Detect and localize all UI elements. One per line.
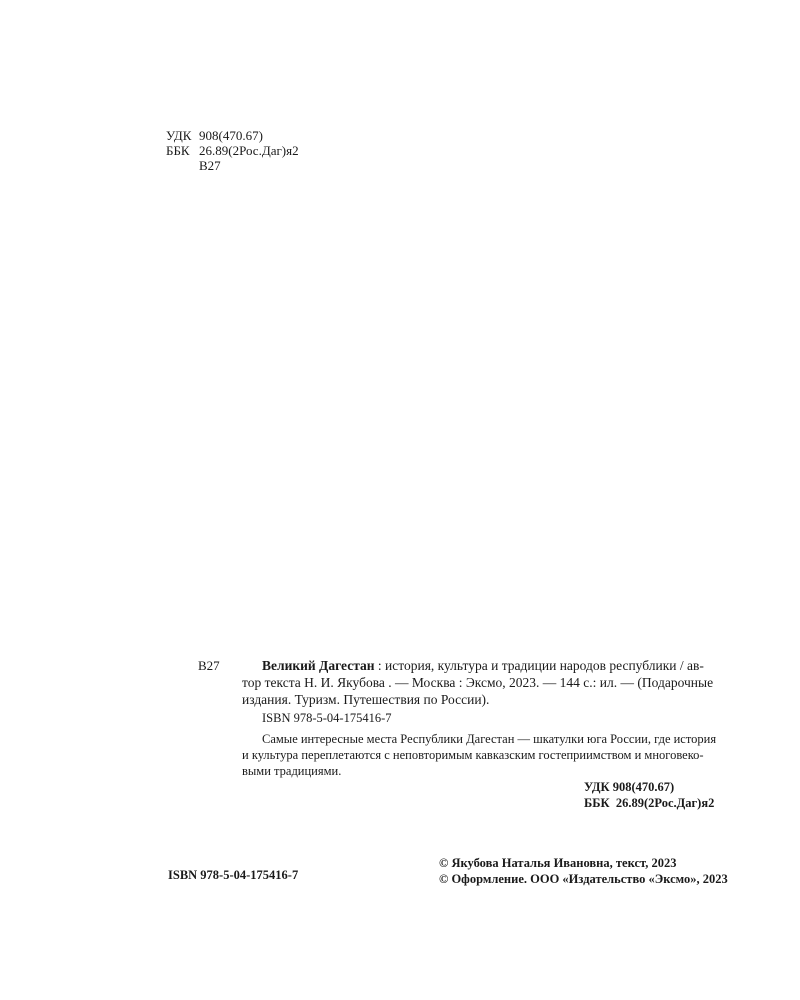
- copyright-design: © Оформление. ООО «Издательство «Эксмо», 2023: [439, 872, 728, 886]
- udk-value: 908(470.67): [199, 128, 263, 143]
- copyright-block: [439, 855, 728, 887]
- card-isbn: ISBN 978-5-04-175416-7: [262, 711, 392, 725]
- annotation-line-2: и культура переплетаются с неповторимым кавказским гостеприимством и многовеко-: [242, 748, 704, 762]
- description-line-3: издания. Туризм. Путешествия по России).: [242, 692, 490, 707]
- footer-isbn: ISBN 978-5-04-175416-7: [168, 868, 299, 882]
- card-udk: УДК 908(470.67): [584, 780, 675, 794]
- bbk-value: 26.89(2Рос.Даг)я2: [199, 143, 299, 158]
- bibliographic-description: [242, 657, 714, 708]
- bbk-row: [166, 143, 299, 158]
- annotation-line-1: Самые интересные места Республики Дагестан — шкатулки юга России, где история: [262, 732, 717, 746]
- author-sign-top: В27: [199, 158, 221, 173]
- top-classification-block: [166, 128, 299, 173]
- annotation-line-3: выми традициями.: [242, 764, 342, 778]
- description-line-1: [262, 657, 712, 674]
- description-line-1-text: : история, культура и традиции народов республики / ав-: [374, 658, 704, 673]
- card-bbk: ББК 26.89(2Рос.Даг)я2: [584, 796, 715, 810]
- book-title: Великий Дагестан: [262, 658, 375, 673]
- copyright-text: © Якубова Наталья Ивановна, текст, 2023: [439, 856, 677, 870]
- udk-label: УДК: [166, 128, 192, 143]
- bbk-label: ББК: [166, 143, 190, 158]
- card-author-sign: В27: [198, 658, 220, 673]
- description-line-2: тор текста Н. И. Якубова . — Москва : Эксмо, 2023. — 144 с.: ил. — (Подарочные: [242, 675, 714, 690]
- card-classification: [584, 779, 714, 811]
- annotation: [242, 731, 717, 779]
- udk-row: [166, 128, 299, 143]
